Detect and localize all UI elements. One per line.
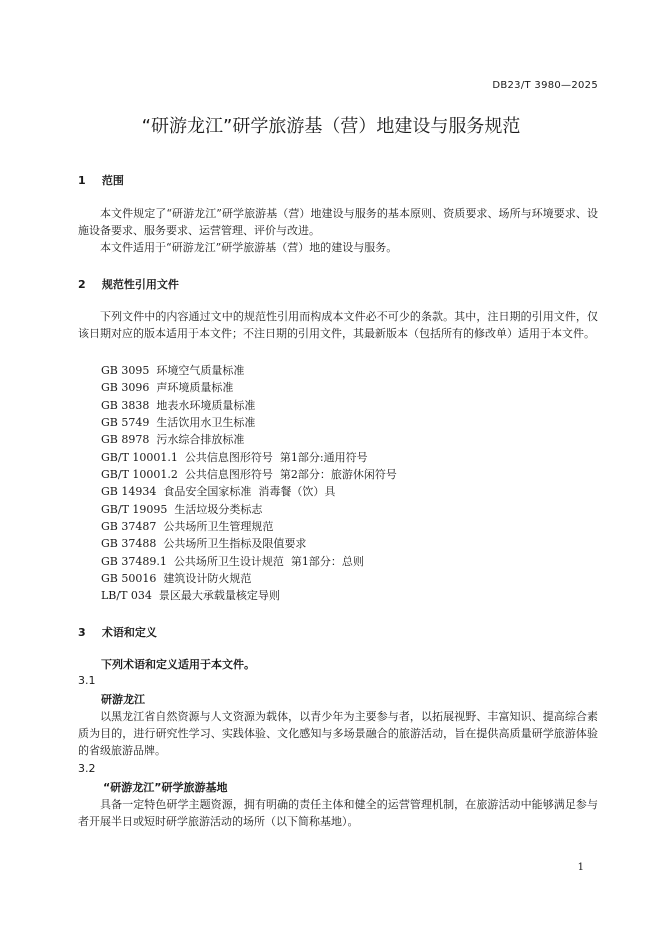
term-name: 研游龙江 xyxy=(101,693,145,706)
reference-item: GB/T 19095 生活垃圾分类标志 xyxy=(101,503,263,516)
reference-item: GB/T 10001.2 公共信息图形符号 第2部分：旅游休闲符号 xyxy=(101,468,397,481)
document-title: “研游龙江”研学旅游基（营）地建设与服务规范 xyxy=(141,116,521,137)
reference-item: GB 5749 生活饮用水卫生标准 xyxy=(101,416,256,429)
reference-item: GB 8978 污水综合排放标准 xyxy=(101,433,245,446)
section-number: 1 xyxy=(78,174,86,187)
section-number: 3 xyxy=(78,626,86,639)
section-title: 范围 xyxy=(101,174,124,187)
reference-item: GB 37487 公共场所卫生管理规范 xyxy=(101,520,274,533)
section-number: 2 xyxy=(78,278,86,291)
reference-item: LB/T 034 景区最大承载量核定导则 xyxy=(101,589,280,602)
term-number: 3.2 xyxy=(78,762,96,775)
reference-item: GB 14934 食品安全国家标准 消毒餐（饮）具 xyxy=(101,485,336,498)
terms-intro: 下列术语和定义适用于本文件。 xyxy=(101,658,255,671)
reference-item: GB 3096 声环境质量标准 xyxy=(101,381,234,394)
section-3-heading xyxy=(78,624,157,640)
reference-item: GB 50016 建筑设计防火规范 xyxy=(101,572,252,585)
document-code: DB23/T 3980—2025 xyxy=(492,80,598,91)
reference-item: GB 3095 环境空气质量标准 xyxy=(101,364,245,377)
reference-item: GB 37489.1 公共场所卫生设计规范 第1部分：总则 xyxy=(101,555,364,568)
term-definition: 具备一定特色研学主题资源，拥有明确的责任主体和健全的运营管理机制，在旅游活动中能够满足参与者开展半日或短时研学旅游活动的场所（以下简称基地）。 xyxy=(78,798,598,828)
section-title: 规范性引用文件 xyxy=(101,278,179,291)
section-1-heading xyxy=(78,172,124,188)
term-name: “研游龙江”研学旅游基地 xyxy=(103,781,228,794)
section-2-heading xyxy=(78,276,179,292)
page-number: 1 xyxy=(577,862,584,873)
term-definition: 以黑龙江省自然资源与人文资源为载体，以青少年为主要参与者，以拓展视野、丰富知识、提高综合素质为目的，进行研究性学习、实践体验、文化感知与多场景融合的旅游活动，旨在提供高质量研学旅游体验的省级旅游品牌。 xyxy=(78,710,598,757)
section-title: 术语和定义 xyxy=(101,626,157,639)
reference-item: GB/T 10001.1 公共信息图形符号 第1部分:通用符号 xyxy=(101,451,368,464)
references-intro: 下列文件中的内容通过文中的规范性引用而构成本文件必不可少的条款。其中，注日期的引用文件，仅该日期对应的版本适用于本文件；不注日期的引用文件，其最新版本（包括所有的修改单）适用于本文件。 xyxy=(78,310,598,340)
reference-item: GB 3838 地表水环境质量标准 xyxy=(101,399,256,412)
term-number: 3.1 xyxy=(78,674,96,687)
reference-item: GB 37488 公共场所卫生指标及限值要求 xyxy=(101,537,307,550)
scope-paragraph-2: 本文件适用于“研游龙江”研学旅游基（营）地的建设与服务。 xyxy=(100,241,398,254)
scope-paragraph-1: 本文件规定了“研游龙江”研学旅游基（营）地建设与服务的基本原则、资质要求、场所与环境要求、设施设备要求、服务要求、运营管理、评价与改进。 xyxy=(78,207,598,237)
